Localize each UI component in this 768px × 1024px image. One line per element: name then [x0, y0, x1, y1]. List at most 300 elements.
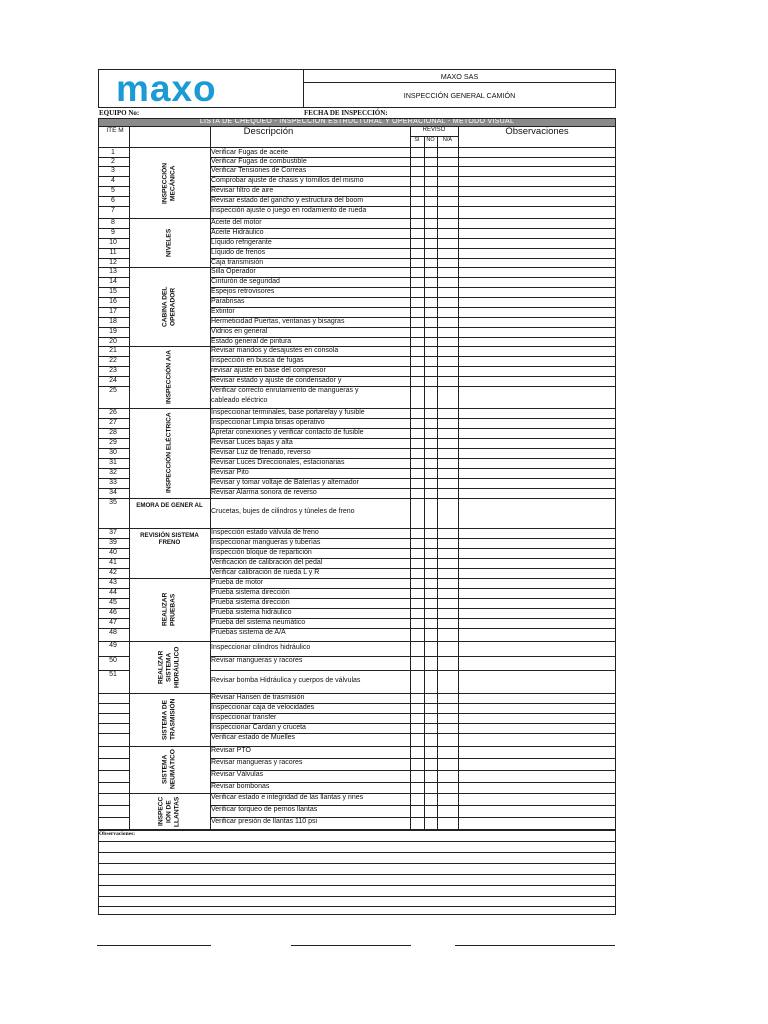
observation-cell[interactable]: [458, 157, 616, 166]
check-no[interactable]: [424, 628, 437, 641]
item-description: Verificar Fugas de aceite: [211, 149, 289, 156]
check-si[interactable]: [410, 258, 424, 267]
check-na[interactable]: [437, 346, 458, 356]
check-si[interactable]: [410, 558, 424, 568]
check-no[interactable]: [424, 723, 437, 733]
check-no[interactable]: [424, 588, 437, 598]
check-si[interactable]: [410, 337, 424, 346]
item-description: Verificar Fugas de combustible: [211, 158, 307, 165]
observation-cell[interactable]: [458, 408, 616, 418]
check-na[interactable]: [437, 468, 458, 478]
check-na[interactable]: [437, 218, 458, 228]
check-si[interactable]: [410, 448, 424, 458]
check-si[interactable]: [410, 670, 424, 693]
item-number: 10: [109, 239, 117, 246]
observation-cell[interactable]: [458, 238, 616, 248]
observation-cell[interactable]: [458, 258, 616, 267]
col-no: NO: [426, 137, 435, 143]
observation-cell[interactable]: [458, 448, 616, 458]
observation-cell[interactable]: [458, 186, 616, 196]
signature-line-2: [291, 945, 411, 946]
check-si[interactable]: [410, 770, 424, 782]
check-na[interactable]: [437, 598, 458, 608]
check-si[interactable]: [410, 287, 424, 297]
check-na[interactable]: [437, 186, 458, 196]
item-description: Prueba sistema hidráulico: [211, 609, 292, 616]
check-no[interactable]: [424, 498, 437, 528]
check-no[interactable]: [424, 817, 437, 830]
check-no[interactable]: [424, 670, 437, 693]
check-na[interactable]: [437, 746, 458, 758]
item-description: Verificar estado de Muelles: [211, 734, 296, 741]
check-no[interactable]: [424, 218, 437, 228]
check-si[interactable]: [410, 386, 424, 408]
header-line: [98, 126, 616, 127]
group-label: INSPECC IÓN DE LLANTAS: [157, 796, 181, 827]
check-na[interactable]: [437, 166, 458, 176]
item-number: 24: [109, 377, 117, 384]
check-no[interactable]: [424, 746, 437, 758]
check-si[interactable]: [410, 628, 424, 641]
check-si[interactable]: [410, 176, 424, 186]
observation-cell[interactable]: [458, 713, 616, 723]
check-na[interactable]: [437, 558, 458, 568]
check-si[interactable]: [410, 703, 424, 713]
check-si[interactable]: [410, 608, 424, 618]
group-label: INSPECCIÓN MECÁNICA: [161, 162, 177, 204]
check-no[interactable]: [424, 277, 437, 287]
check-no[interactable]: [424, 166, 437, 176]
check-si[interactable]: [410, 196, 424, 206]
check-si[interactable]: [410, 267, 424, 277]
check-si[interactable]: [410, 478, 424, 488]
observation-cell[interactable]: [458, 297, 616, 307]
check-na[interactable]: [437, 618, 458, 628]
observation-line[interactable]: [98, 885, 616, 886]
check-na[interactable]: [437, 548, 458, 558]
observation-cell[interactable]: [458, 248, 616, 258]
check-no[interactable]: [424, 693, 437, 703]
observation-cell[interactable]: [458, 670, 616, 693]
observation-cell[interactable]: [458, 598, 616, 608]
check-si[interactable]: [410, 418, 424, 428]
check-no[interactable]: [424, 408, 437, 418]
check-na[interactable]: [437, 817, 458, 830]
check-no[interactable]: [424, 488, 437, 498]
check-si[interactable]: [410, 228, 424, 238]
check-no[interactable]: [424, 307, 437, 317]
check-si[interactable]: [410, 157, 424, 166]
observation-cell[interactable]: [458, 418, 616, 428]
signature-line-3: [455, 945, 615, 946]
group-label: EMORA DE GENER AL: [136, 502, 203, 509]
item-number: 34: [109, 489, 117, 496]
observation-cell[interactable]: [458, 608, 616, 618]
check-na[interactable]: [437, 386, 458, 408]
observation-cell[interactable]: [458, 723, 616, 733]
check-no[interactable]: [424, 558, 437, 568]
observation-cell[interactable]: [458, 317, 616, 327]
item-description: Prueba del sistema neumático: [211, 619, 306, 626]
observation-cell[interactable]: [458, 578, 616, 588]
check-no[interactable]: [424, 608, 437, 618]
observation-line[interactable]: [98, 841, 616, 842]
check-no[interactable]: [424, 176, 437, 186]
check-na[interactable]: [437, 578, 458, 588]
check-na[interactable]: [437, 733, 458, 746]
observation-cell[interactable]: [458, 366, 616, 376]
observation-cell[interactable]: [458, 228, 616, 238]
check-na[interactable]: [437, 723, 458, 733]
check-no[interactable]: [424, 703, 437, 713]
observation-cell[interactable]: [458, 376, 616, 386]
check-na[interactable]: [437, 428, 458, 438]
check-si[interactable]: [410, 468, 424, 478]
check-na[interactable]: [437, 458, 458, 468]
check-si[interactable]: [410, 458, 424, 468]
check-si[interactable]: [410, 277, 424, 287]
check-si[interactable]: [410, 438, 424, 448]
item-number: 15: [109, 288, 117, 295]
check-no[interactable]: [424, 598, 437, 608]
item-description: Inspeccionar Cardan y cruceta: [211, 724, 306, 731]
check-no[interactable]: [424, 758, 437, 770]
check-no[interactable]: [424, 346, 437, 356]
check-no[interactable]: [424, 713, 437, 723]
check-na[interactable]: [437, 588, 458, 598]
check-no[interactable]: [424, 297, 437, 307]
check-na[interactable]: [437, 528, 458, 538]
item-number: 51: [109, 671, 117, 678]
observation-cell[interactable]: [458, 588, 616, 598]
check-si[interactable]: [410, 782, 424, 793]
observation-cell[interactable]: [458, 703, 616, 713]
group-label: REVISIÓN SISTEMA FRENO: [140, 532, 199, 546]
check-si[interactable]: [410, 428, 424, 438]
check-no[interactable]: [424, 538, 437, 548]
check-no[interactable]: [424, 157, 437, 166]
observation-cell[interactable]: [458, 468, 616, 478]
check-na[interactable]: [437, 608, 458, 618]
observation-cell[interactable]: [458, 628, 616, 641]
observation-cell[interactable]: [458, 488, 616, 498]
check-si[interactable]: [410, 186, 424, 196]
checklist-band: LISTA DE CHEQUEO - INSPECCIÓN ESTRUCTURAL Y OPERACIONAL - MÉTODO VISUAL: [98, 118, 616, 126]
group-line: [129, 528, 210, 529]
observation-cell[interactable]: [458, 176, 616, 186]
observation-cell[interactable]: [458, 568, 616, 578]
check-na[interactable]: [437, 408, 458, 418]
check-na[interactable]: [437, 307, 458, 317]
check-si[interactable]: [410, 376, 424, 386]
check-si[interactable]: [410, 758, 424, 770]
observation-cell[interactable]: [458, 548, 616, 558]
check-na[interactable]: [437, 157, 458, 166]
check-no[interactable]: [424, 376, 437, 386]
check-na[interactable]: [437, 258, 458, 267]
item-number: 13: [109, 268, 117, 275]
check-na[interactable]: [437, 327, 458, 337]
check-na[interactable]: [437, 793, 458, 805]
observation-cell[interactable]: [458, 196, 616, 206]
row-line: [98, 793, 129, 794]
observation-cell[interactable]: [458, 538, 616, 548]
observation-cell[interactable]: [458, 287, 616, 297]
observation-cell[interactable]: [458, 498, 616, 528]
item-number: 25: [109, 387, 117, 394]
check-no[interactable]: [424, 641, 437, 656]
observation-cell[interactable]: [458, 558, 616, 568]
check-na[interactable]: [437, 538, 458, 548]
col-item: ITE M: [106, 127, 124, 134]
check-na[interactable]: [437, 366, 458, 376]
check-si[interactable]: [410, 733, 424, 746]
check-no[interactable]: [424, 428, 437, 438]
company-logo: maxo: [116, 68, 217, 109]
observation-cell[interactable]: [458, 438, 616, 448]
check-no[interactable]: [424, 267, 437, 277]
check-na[interactable]: [437, 176, 458, 186]
check-no[interactable]: [424, 258, 437, 267]
observation-cell[interactable]: [458, 641, 616, 656]
check-na[interactable]: [437, 337, 458, 346]
check-na[interactable]: [437, 287, 458, 297]
item-description: Extintor: [211, 308, 235, 315]
check-na[interactable]: [437, 693, 458, 703]
observation-line[interactable]: [98, 863, 616, 864]
observation-cell[interactable]: [458, 817, 616, 830]
check-no[interactable]: [424, 528, 437, 538]
check-na[interactable]: [437, 670, 458, 693]
item-description: Inspección ajuste o juego en rodamiento de rueda: [211, 207, 367, 214]
check-si[interactable]: [410, 656, 424, 670]
check-no[interactable]: [424, 438, 437, 448]
check-si[interactable]: [410, 578, 424, 588]
check-si[interactable]: [410, 218, 424, 228]
check-si[interactable]: [410, 588, 424, 598]
observation-line[interactable]: [98, 906, 616, 907]
observation-cell[interactable]: [458, 656, 616, 670]
check-si[interactable]: [410, 488, 424, 498]
check-si[interactable]: [410, 598, 424, 608]
check-si[interactable]: [410, 356, 424, 366]
check-no[interactable]: [424, 327, 437, 337]
observation-cell[interactable]: [458, 618, 616, 628]
check-no[interactable]: [424, 478, 437, 488]
check-na[interactable]: [437, 248, 458, 258]
item-description: revisar ajuste en base del compresor: [211, 367, 326, 374]
check-si[interactable]: [410, 641, 424, 656]
check-si[interactable]: [410, 317, 424, 327]
check-no[interactable]: [424, 578, 437, 588]
check-si[interactable]: [410, 548, 424, 558]
check-si[interactable]: [410, 297, 424, 307]
check-na[interactable]: [437, 418, 458, 428]
observation-cell[interactable]: [458, 478, 616, 488]
check-no[interactable]: [424, 568, 437, 578]
check-no[interactable]: [424, 418, 437, 428]
check-na[interactable]: [437, 478, 458, 488]
item-number: 27: [109, 419, 117, 426]
check-si[interactable]: [410, 366, 424, 376]
observation-cell[interactable]: [458, 327, 616, 337]
col-na: N/A: [442, 137, 453, 143]
item-number: 1: [111, 149, 115, 156]
check-no[interactable]: [424, 805, 437, 817]
check-no[interactable]: [424, 356, 437, 366]
item-description: Pruebas sistema de A/A: [211, 629, 286, 636]
check-no[interactable]: [424, 337, 437, 346]
group-line: [129, 498, 210, 499]
check-no[interactable]: [424, 386, 437, 408]
check-no[interactable]: [424, 618, 437, 628]
check-no[interactable]: [424, 656, 437, 670]
observation-cell[interactable]: [458, 428, 616, 438]
check-na[interactable]: [437, 376, 458, 386]
check-na[interactable]: [437, 758, 458, 770]
check-na[interactable]: [437, 277, 458, 287]
item-number: 40: [109, 549, 117, 556]
observation-cell[interactable]: [458, 206, 616, 218]
check-si[interactable]: [410, 307, 424, 317]
check-na[interactable]: [437, 656, 458, 670]
observation-cell[interactable]: [458, 277, 616, 287]
check-na[interactable]: [437, 356, 458, 366]
check-na[interactable]: [437, 438, 458, 448]
item-description: Verificar torqueo de pernos llantas: [211, 806, 318, 813]
check-na[interactable]: [437, 641, 458, 656]
check-no[interactable]: [424, 317, 437, 327]
observation-cell[interactable]: [458, 337, 616, 346]
check-na[interactable]: [437, 317, 458, 327]
item-number: 29: [109, 439, 117, 446]
check-na[interactable]: [437, 782, 458, 793]
item-description: Silla Operador: [211, 268, 256, 275]
check-no[interactable]: [424, 186, 437, 196]
check-si[interactable]: [410, 248, 424, 258]
check-si[interactable]: [410, 713, 424, 723]
check-no[interactable]: [424, 366, 437, 376]
check-no[interactable]: [424, 238, 437, 248]
observation-cell[interactable]: [458, 458, 616, 468]
equipo-label: EQUIPO No:: [99, 109, 140, 117]
check-na[interactable]: [437, 805, 458, 817]
item-number: 7: [111, 207, 115, 214]
item-description: Caja transmisión: [211, 259, 264, 266]
observation-cell[interactable]: [458, 386, 616, 408]
check-na[interactable]: [437, 628, 458, 641]
check-no[interactable]: [424, 228, 437, 238]
observation-cell[interactable]: [458, 733, 616, 746]
check-si[interactable]: [410, 793, 424, 805]
check-si[interactable]: [410, 568, 424, 578]
observation-cell[interactable]: [458, 148, 616, 157]
check-no[interactable]: [424, 468, 437, 478]
check-na[interactable]: [437, 297, 458, 307]
check-si[interactable]: [410, 498, 424, 528]
check-si[interactable]: [410, 817, 424, 830]
item-description: Revisar estado y ajuste de condensador y: [211, 377, 342, 384]
check-na[interactable]: [437, 498, 458, 528]
check-si[interactable]: [410, 538, 424, 548]
check-na[interactable]: [437, 206, 458, 218]
check-si[interactable]: [410, 206, 424, 218]
check-si[interactable]: [410, 408, 424, 418]
check-no[interactable]: [424, 793, 437, 805]
observation-cell[interactable]: [458, 770, 616, 782]
item-number: 18: [109, 318, 117, 325]
check-si[interactable]: [410, 528, 424, 538]
check-si[interactable]: [410, 618, 424, 628]
check-na[interactable]: [437, 713, 458, 723]
row-line: [98, 758, 129, 759]
check-no[interactable]: [424, 248, 437, 258]
check-si[interactable]: [410, 148, 424, 157]
observation-cell[interactable]: [458, 218, 616, 228]
check-si[interactable]: [410, 327, 424, 337]
check-no[interactable]: [424, 548, 437, 558]
check-no[interactable]: [424, 770, 437, 782]
check-na[interactable]: [437, 568, 458, 578]
observation-cell[interactable]: [458, 528, 616, 538]
observation-cell[interactable]: [458, 805, 616, 817]
check-na[interactable]: [437, 488, 458, 498]
check-no[interactable]: [424, 148, 437, 157]
check-na[interactable]: [437, 196, 458, 206]
observation-cell[interactable]: [458, 746, 616, 758]
item-number: 3: [111, 167, 115, 174]
observation-cell[interactable]: [458, 346, 616, 356]
check-na[interactable]: [437, 448, 458, 458]
check-si[interactable]: [410, 746, 424, 758]
check-no[interactable]: [424, 206, 437, 218]
observation-cell[interactable]: [458, 307, 616, 317]
check-si[interactable]: [410, 346, 424, 356]
check-si[interactable]: [410, 805, 424, 817]
observation-cell[interactable]: [458, 793, 616, 805]
observation-cell[interactable]: [458, 166, 616, 176]
observation-cell[interactable]: [458, 693, 616, 703]
observation-cell[interactable]: [458, 267, 616, 277]
reviso-subline: [410, 136, 458, 137]
item-description: Revisar estado del gancho y estructura del boom: [211, 197, 364, 204]
check-si[interactable]: [410, 238, 424, 248]
check-no[interactable]: [424, 782, 437, 793]
check-no[interactable]: [424, 196, 437, 206]
check-na[interactable]: [437, 267, 458, 277]
item-number: 2: [111, 158, 115, 165]
check-si[interactable]: [410, 166, 424, 176]
check-na[interactable]: [437, 770, 458, 782]
check-no[interactable]: [424, 448, 437, 458]
check-si[interactable]: [410, 693, 424, 703]
check-na[interactable]: [437, 703, 458, 713]
observation-line[interactable]: [98, 852, 616, 853]
check-na[interactable]: [437, 238, 458, 248]
check-si[interactable]: [410, 723, 424, 733]
check-no[interactable]: [424, 287, 437, 297]
observation-line[interactable]: [98, 874, 616, 875]
observation-cell[interactable]: [458, 758, 616, 770]
check-na[interactable]: [437, 228, 458, 238]
observation-cell[interactable]: [458, 782, 616, 793]
observation-line[interactable]: [98, 896, 616, 897]
check-na[interactable]: [437, 148, 458, 157]
check-no[interactable]: [424, 458, 437, 468]
item-description: Prueba sistema dirección: [211, 599, 290, 606]
check-no[interactable]: [424, 733, 437, 746]
observation-cell[interactable]: [458, 356, 616, 366]
